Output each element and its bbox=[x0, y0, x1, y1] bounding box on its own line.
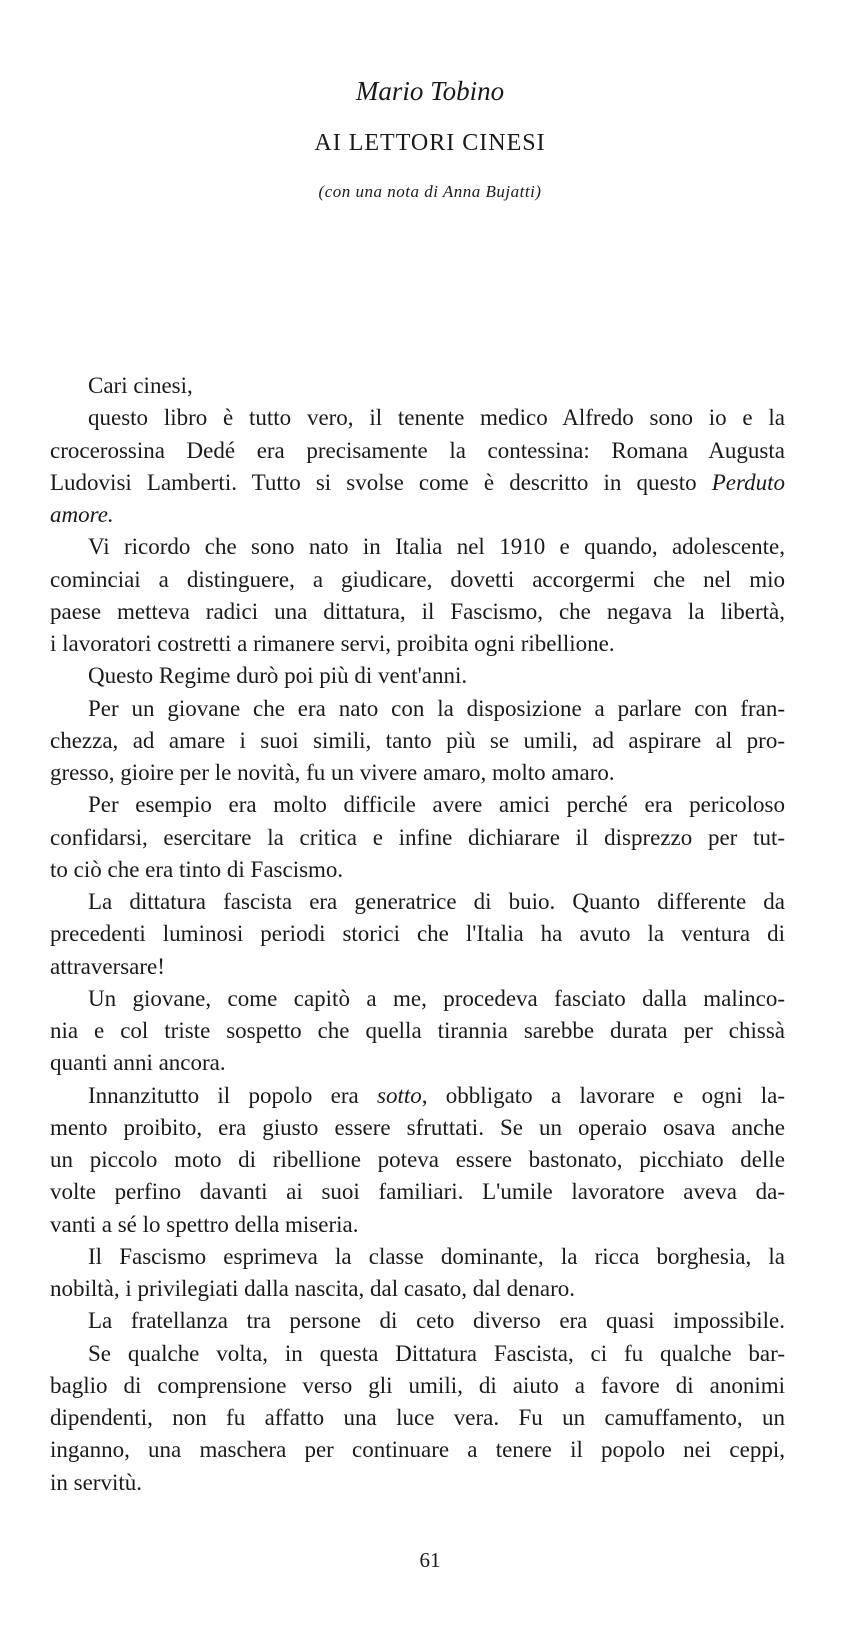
text-line: mento proibito, era giusto essere sfruttati. Se un operaio osava anche bbox=[50, 1114, 785, 1140]
author-name: Mario Tobino bbox=[355, 76, 505, 106]
text-line: in servitù. bbox=[50, 1469, 142, 1495]
text-line: paese metteva radici una dittatura, il Fascismo, che negava la libertà, bbox=[50, 598, 785, 624]
text-line bbox=[50, 1080, 785, 1112]
text-line: i lavoratori costretti a rimanere servi, proibita ogni ribellione. bbox=[50, 631, 615, 656]
text-span: Ludovisi Lamberti. Tutto si svolse come è descritto in questo bbox=[50, 469, 712, 495]
text-line: Se qualche volta, in questa Dittatura Fascista, ci fu qualche bar- bbox=[88, 1340, 785, 1366]
text-line: nobiltà, i privilegiati dalla nascita, dal casato, dal denaro. bbox=[50, 1276, 575, 1301]
text-line: Il Fascismo esprimeva la classe dominante, la ricca borghesia, la bbox=[88, 1243, 785, 1269]
chapter-title: AI LETTORI CINESI bbox=[314, 130, 546, 156]
book-title-italic: Perduto bbox=[711, 469, 785, 495]
text-line: Per un giovane che era nato con la disposizione a parlare con fran- bbox=[88, 695, 785, 721]
text-line: nia e col triste sospetto che quella tirannia sarebbe durata per chissà bbox=[50, 1018, 785, 1043]
text-line: cominciai a distinguere, a giudicare, dovetti accorgermi che nel mio bbox=[50, 566, 785, 592]
text-line: gresso, gioire per le novità, fu un vivere amaro, molto amaro. bbox=[50, 760, 615, 785]
text-line: to ciò che era tinto di Fascismo. bbox=[50, 856, 344, 882]
text-line: La dittatura fascista era generatrice di buio. Quanto differente da bbox=[88, 889, 785, 914]
text-line: attraversare! bbox=[50, 953, 165, 979]
text-line: baglio di comprensione verso gli umili, di aiuto a favore di anonimi bbox=[50, 1372, 785, 1398]
editor-note: (con una nota di Anna Bujatti) bbox=[318, 182, 542, 201]
text-line: confidarsi, esercitare la critica e infine dichiarare il disprezzo per tut- bbox=[50, 824, 785, 850]
text-line bbox=[50, 467, 785, 499]
book-title-italic: amore. bbox=[50, 502, 114, 527]
text-span: Innanzitutto il popolo era bbox=[88, 1082, 378, 1108]
text-line: precedenti luminosi periodi storici che l'Italia ha avuto la ventura di bbox=[50, 921, 785, 947]
letter-body bbox=[50, 370, 785, 1499]
text-line: Per esempio era molto difficile avere amici perché era pericoloso bbox=[88, 792, 785, 818]
text-line: inganno, una maschera per continuare a tenere il popolo nei ceppi, bbox=[50, 1437, 785, 1463]
text-span: , obbligato a lavorare e ogni la- bbox=[421, 1082, 785, 1108]
text-line: chezza, ad amare i suoi simili, tanto più se umili, ad aspirare al pro- bbox=[50, 727, 785, 753]
text-line: dipendenti, non fu affatto una luce vera. Fu un camuffamento, un bbox=[50, 1405, 785, 1430]
text-line: Questo Regime durò poi più di vent'anni. bbox=[88, 663, 468, 689]
emphasis-italic: sotto bbox=[377, 1082, 422, 1108]
text-line: Vi ricordo che sono nato in Italia nel 1910 e quando, adolescente, bbox=[88, 534, 785, 560]
text-line: un piccolo moto di ribellione poteva essere bastonato, picchiato delle bbox=[50, 1147, 785, 1172]
text-line: Cari cinesi, bbox=[88, 373, 193, 398]
text-line: Un giovane, come capitò a me, procedeva fasciato dalla malinco- bbox=[88, 985, 785, 1011]
text-line bbox=[50, 499, 785, 531]
text-line: volte perfino davanti ai suoi familiari. L'umile lavoratore aveva da- bbox=[50, 1179, 785, 1205]
text-line: quanti anni ancora. bbox=[50, 1050, 226, 1076]
page-number: 61 bbox=[419, 1548, 441, 1572]
text-line: crocerossina Dedé era precisamente la contessina: Romana Augusta bbox=[50, 437, 785, 463]
text-line: vanti a sé lo spettro della miseria. bbox=[50, 1211, 359, 1237]
text-line: La fratellanza tra persone di ceto diverso era quasi impossibile. bbox=[88, 1308, 785, 1334]
text-line: questo libro è tutto vero, il tenente medico Alfredo sono io e la bbox=[88, 405, 785, 431]
